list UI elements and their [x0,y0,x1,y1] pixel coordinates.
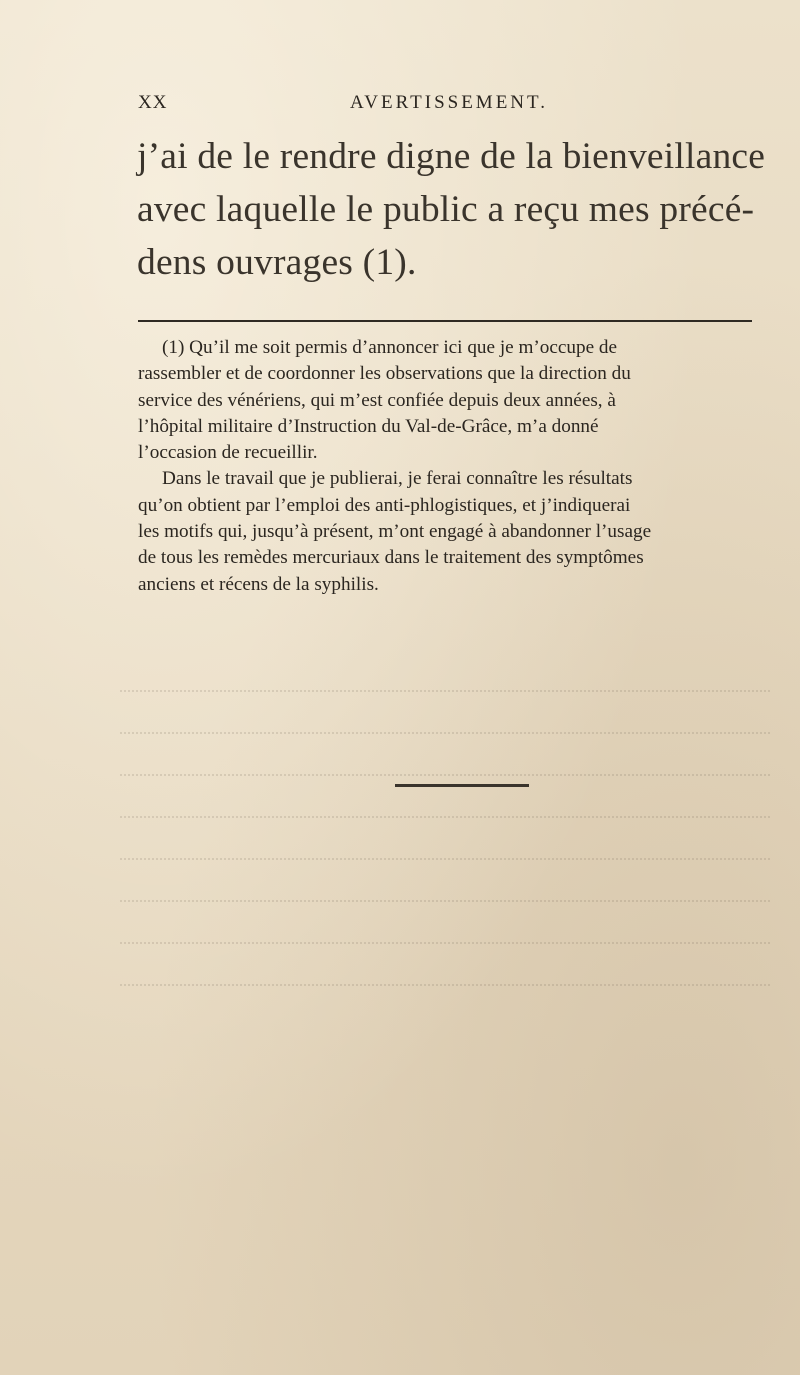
show-through-rule [395,784,529,787]
footnote-line: l’occasion de recueillir. [138,442,318,464]
running-head [138,92,758,120]
body-line: dens ouvrages (1). [137,242,417,283]
body-paragraph [137,130,777,289]
footnote-line: service des vénériens, qui m’est confiée depuis deux années, à [138,389,616,411]
footnote-separator-rule [138,320,752,322]
footnote-line: Dans le travail que je publierai, je ferai connaître les résultats [162,468,633,490]
footnote [138,335,768,598]
footnote-line: (1) Qu’il me soit permis d’annoncer ici que je m’occupe de [162,337,618,358]
body-line: j’ai de le rendre digne de la bienveillance [137,136,766,177]
show-through-text [120,690,770,1020]
footnote-line: anciens et récens de la syphilis. [138,573,379,595]
page-number: XX [138,92,168,113]
footnote-line: l’hôpital militaire d’Instruction du Val-de-Grâce, m’a donné [138,415,599,437]
body-line: avec laquelle le public a reçu mes précé- [137,189,755,230]
footnote-line: de tous les remèdes mercuriaux dans le traitement des symptômes [138,547,644,569]
footnote-line: qu’on obtient par l’emploi des anti-phlogistiques, et j’indiquerai [138,494,631,516]
footnote-line: les motifs qui, jusqu’à présent, m’ont engagé à abandonner l’usage [138,521,652,543]
running-title: AVERTISSEMENT. [350,92,548,113]
footnote-line: rassembler et de coordonner les observations que la direction du [138,363,631,385]
